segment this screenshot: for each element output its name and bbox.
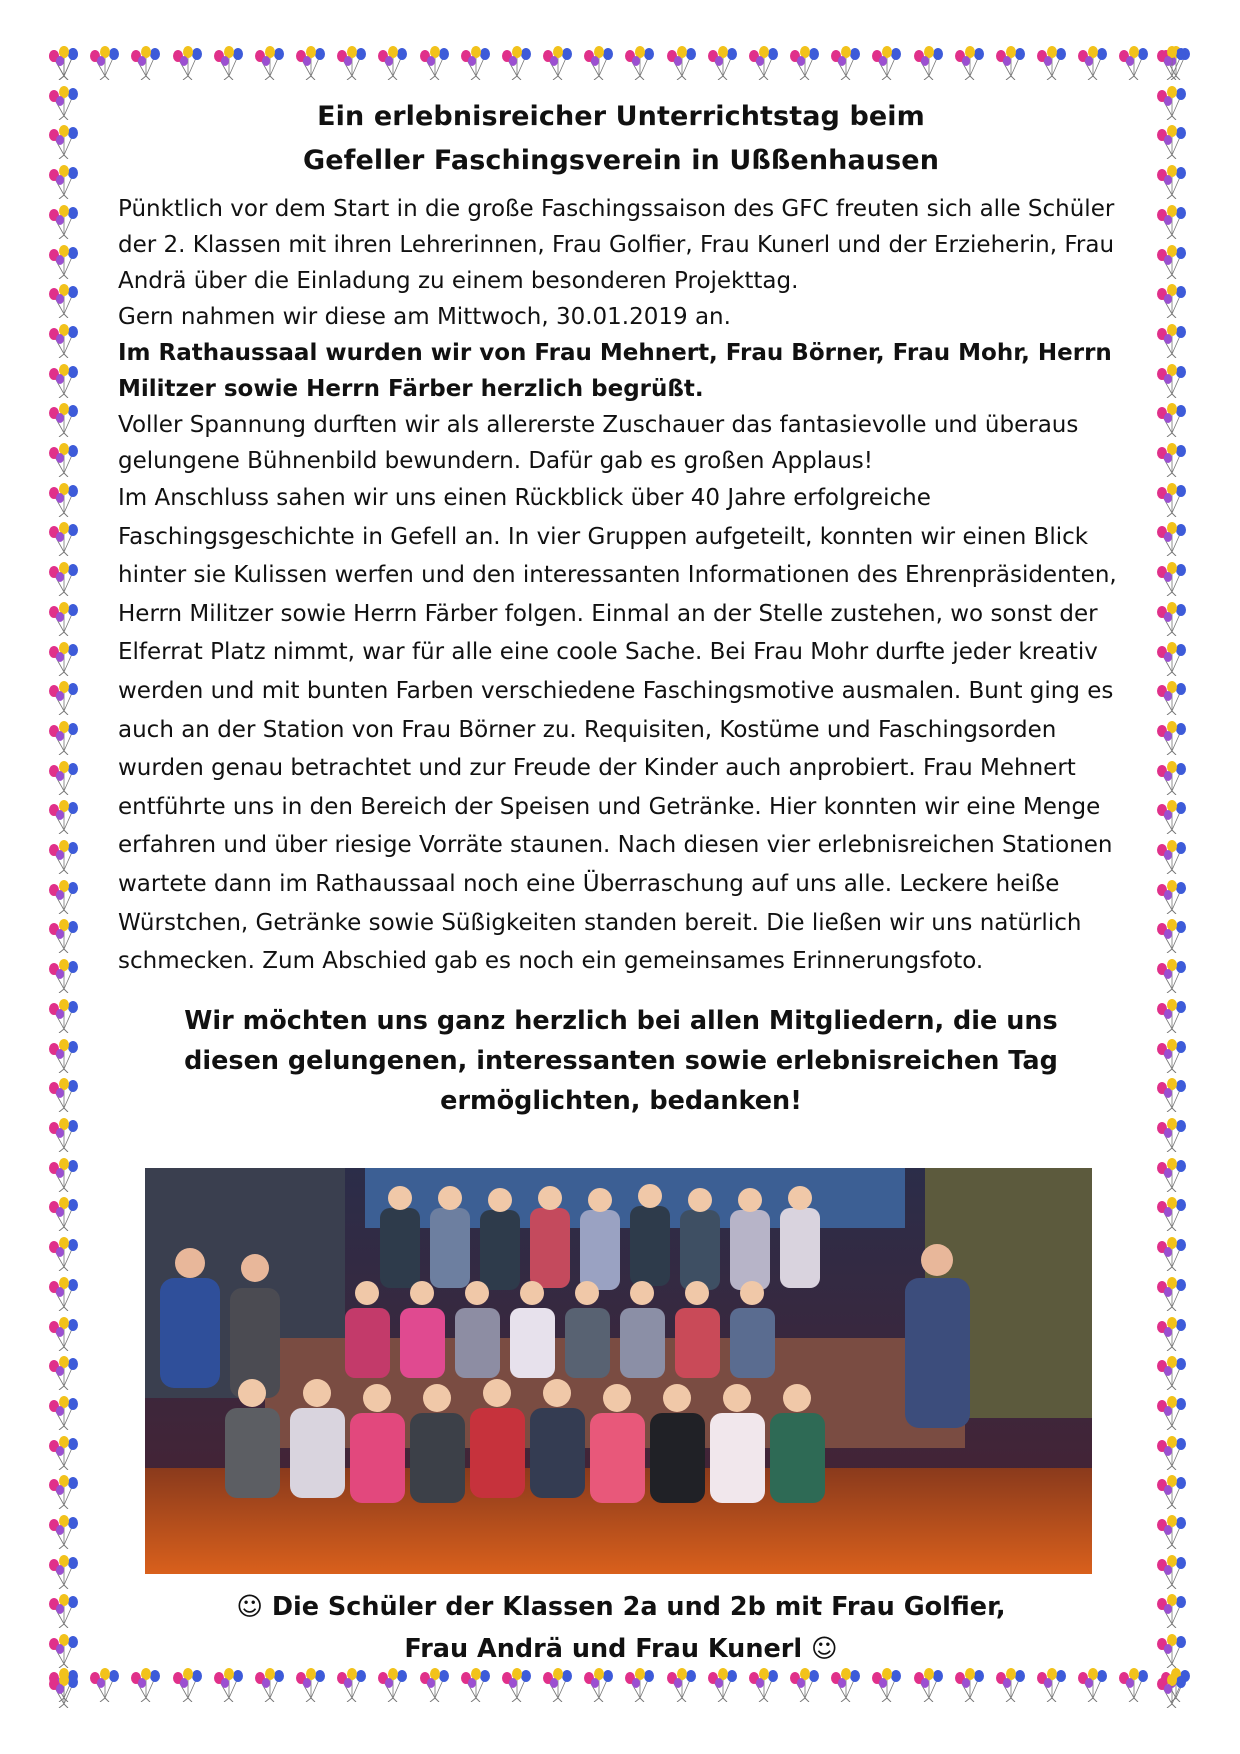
balloon-icon xyxy=(1154,1674,1190,1708)
article-title xyxy=(118,95,1124,183)
balloon-icon xyxy=(1154,205,1190,239)
balloon-icon xyxy=(46,522,82,556)
balloon-icon xyxy=(46,483,82,517)
balloon-icon xyxy=(87,46,123,80)
balloon-icon xyxy=(46,1197,82,1231)
balloon-border-top xyxy=(46,46,1194,86)
balloon-icon xyxy=(375,1668,411,1702)
balloon-icon xyxy=(46,364,82,398)
balloon-icon xyxy=(252,46,288,80)
balloon-icon xyxy=(46,800,82,834)
balloon-icon xyxy=(46,721,82,755)
balloon-icon xyxy=(46,681,82,715)
balloon-icon xyxy=(46,1634,82,1668)
balloon-icon xyxy=(46,1158,82,1192)
balloon-icon xyxy=(293,1668,329,1702)
balloon-icon xyxy=(993,1668,1029,1702)
balloon-icon xyxy=(46,1674,82,1708)
balloon-icon xyxy=(869,1668,905,1702)
balloon-icon xyxy=(1154,1356,1190,1390)
balloon-icon xyxy=(417,46,453,80)
balloon-icon xyxy=(499,1668,535,1702)
balloon-icon xyxy=(46,999,82,1033)
balloon-icon xyxy=(46,1555,82,1589)
balloon-icon xyxy=(705,1668,741,1702)
balloon-icon xyxy=(46,1118,82,1152)
balloon-icon xyxy=(1154,324,1190,358)
balloon-icon xyxy=(46,46,82,80)
balloon-icon xyxy=(1154,602,1190,636)
balloon-icon xyxy=(540,46,576,80)
balloon-icon xyxy=(128,46,164,80)
balloon-icon xyxy=(911,1668,947,1702)
balloon-icon xyxy=(1154,642,1190,676)
balloon-icon xyxy=(211,1668,247,1702)
article xyxy=(118,95,1124,1121)
balloon-icon xyxy=(46,1475,82,1509)
balloon-icon xyxy=(46,165,82,199)
greeting-paragraph: Im Rathaussaal wurden wir von Frau Mehnert, Frau Börner, Frau Mohr, Herrn Militzer sowie Herrn Färber herzlich begrüßt. xyxy=(118,340,1112,402)
caption-line-1: ☺ Die Schüler der Klassen 2a und 2b mit Frau Golfier, xyxy=(236,1592,1006,1622)
balloon-icon xyxy=(828,1668,864,1702)
balloon-icon xyxy=(540,1668,576,1702)
balloon-icon xyxy=(1154,1594,1190,1628)
balloon-icon xyxy=(46,602,82,636)
balloon-icon xyxy=(1154,1118,1190,1152)
balloon-icon xyxy=(952,46,988,80)
balloon-icon xyxy=(46,86,82,120)
balloon-icon xyxy=(170,1668,206,1702)
balloon-icon xyxy=(1154,403,1190,437)
balloon-icon xyxy=(1154,1436,1190,1470)
balloon-icon xyxy=(1154,1634,1190,1668)
caption-line-2: Frau Andrä und Frau Kunerl ☺ xyxy=(404,1634,838,1664)
balloon-icon xyxy=(46,205,82,239)
balloon-icon xyxy=(1116,1668,1152,1702)
balloon-icon xyxy=(46,324,82,358)
balloon-icon xyxy=(46,1277,82,1311)
balloon-icon xyxy=(1154,364,1190,398)
balloon-icon xyxy=(1154,1317,1190,1351)
balloon-icon xyxy=(1034,1668,1070,1702)
balloon-icon xyxy=(46,880,82,914)
balloon-icon xyxy=(1154,46,1190,80)
balloon-icon xyxy=(46,642,82,676)
balloon-icon xyxy=(1154,1078,1190,1112)
balloon-icon xyxy=(1154,721,1190,755)
balloon-icon xyxy=(1154,761,1190,795)
thanks-note: Wir möchten uns ganz herzlich bei allen Mitgliedern, die uns diesen gelungenen, interessanten sowie erlebnisreichen Tag ermöglichten, bedanken! xyxy=(184,1005,1058,1116)
balloon-icon xyxy=(46,1078,82,1112)
balloon-icon xyxy=(46,1594,82,1628)
balloon-icon xyxy=(1154,999,1190,1033)
balloon-icon xyxy=(46,1356,82,1390)
balloon-icon xyxy=(46,1515,82,1549)
balloon-icon xyxy=(1154,245,1190,279)
balloon-icon xyxy=(46,1237,82,1271)
balloon-icon xyxy=(128,1668,164,1702)
balloon-icon xyxy=(46,761,82,795)
balloon-icon xyxy=(46,403,82,437)
balloon-icon xyxy=(993,46,1029,80)
balloon-icon xyxy=(1154,1555,1190,1589)
balloon-icon xyxy=(1154,443,1190,477)
balloon-icon xyxy=(1154,165,1190,199)
article-body xyxy=(118,191,1124,981)
balloon-icon xyxy=(664,46,700,80)
balloon-icon xyxy=(1154,800,1190,834)
balloon-icon xyxy=(417,1668,453,1702)
balloon-icon xyxy=(375,46,411,80)
balloon-icon xyxy=(46,959,82,993)
balloon-icon xyxy=(46,1396,82,1430)
balloon-border-bottom xyxy=(46,1668,1194,1708)
balloon-icon xyxy=(1154,1475,1190,1509)
group-photo-illustration xyxy=(145,1168,1092,1574)
balloon-icon xyxy=(1154,681,1190,715)
balloon-icon xyxy=(46,919,82,953)
balloon-icon xyxy=(1154,959,1190,993)
main-paragraph: Im Anschluss sahen wir uns einen Rückblick über 40 Jahre erfolgreiche Faschingsgeschichte in Gefell an. In vier Gruppen aufgeteilt, konnten wir einen Blick hinter sie Kulissen werfen und den interessanten Informationen des Ehrenpräsidenten, Herrn Militzer sowie Herrn Färber folgen. Einmal an der Stelle zustehen, wo sonst der Elferrat Platz nimmt, war für alle eine coole Sache. Bei Frau Mohr durfte jeder kreativ werden und mit bunten Farben verschiedene Faschingsmotive ausmalen. Bunt ging es auch an der Station von Frau Börner zu. Requisiten, Kostüme und Faschingsorden wurden genau betrachtet und zur Freude der Kinder auch anprobiert. Frau Mehnert entführte uns in den Bereich der Speisen und Getränke. Hier konnten wir eine Menge erfahren und über riesige Vorräte staunen. Nach diesen vier erlebnisreichen Stationen wartete dann im Rathaussaal noch eine Überraschung auf uns alle. Leckere heiße Würstchen, Getränke sowie Süßigkeiten standen bereit. Die ließen wir uns natürlich schmecken. Zum Abschied gab es noch ein gemeinsames Erinnerungsfoto. xyxy=(118,485,1117,975)
balloon-icon xyxy=(334,1668,370,1702)
balloon-icon xyxy=(746,46,782,80)
balloon-icon xyxy=(1034,46,1070,80)
balloon-icon xyxy=(1154,562,1190,596)
balloon-icon xyxy=(622,46,658,80)
balloon-icon xyxy=(787,1668,823,1702)
balloon-icon xyxy=(746,1668,782,1702)
balloon-icon xyxy=(1154,125,1190,159)
balloon-icon xyxy=(1154,522,1190,556)
balloon-icon xyxy=(46,1317,82,1351)
balloon-icon xyxy=(1154,1158,1190,1192)
balloon-border-left xyxy=(46,46,86,1708)
balloon-icon xyxy=(1154,1237,1190,1271)
balloon-icon xyxy=(952,1668,988,1702)
balloon-icon xyxy=(1116,46,1152,80)
balloon-icon xyxy=(46,840,82,874)
date-line: Gern nahmen wir diese am Mittwoch, 30.01.2019 an. xyxy=(118,304,731,330)
balloon-icon xyxy=(705,46,741,80)
balloon-icon xyxy=(46,1039,82,1073)
balloon-icon xyxy=(828,46,864,80)
balloon-icon xyxy=(46,443,82,477)
balloon-icon xyxy=(1154,880,1190,914)
balloon-icon xyxy=(622,1668,658,1702)
balloon-icon xyxy=(46,284,82,318)
balloon-icon xyxy=(787,46,823,80)
balloon-icon xyxy=(581,1668,617,1702)
balloon-icon xyxy=(170,46,206,80)
balloon-icon xyxy=(458,46,494,80)
photo-caption xyxy=(118,1586,1124,1670)
balloon-icon xyxy=(1154,1515,1190,1549)
balloon-icon xyxy=(911,46,947,80)
balloon-icon xyxy=(499,46,535,80)
balloon-icon xyxy=(1154,284,1190,318)
stage-paragraph: Voller Spannung durften wir als allererste Zuschauer das fantasievolle und überaus gelungene Bühnenbild bewundern. Dafür gab es großen Applaus! xyxy=(118,412,1079,474)
balloon-icon xyxy=(46,562,82,596)
balloon-icon xyxy=(1075,1668,1111,1702)
balloon-icon xyxy=(46,125,82,159)
balloon-icon xyxy=(458,1668,494,1702)
balloon-icon xyxy=(46,1436,82,1470)
balloon-icon xyxy=(1075,46,1111,80)
balloon-icon xyxy=(211,46,247,80)
balloon-icon xyxy=(87,1668,123,1702)
balloon-icon xyxy=(1154,919,1190,953)
intro-paragraph: Pünktlich vor dem Start in die große Faschingssaison des GFC freuten sich alle Schüler der 2. Klassen mit ihren Lehrerinnen, Frau Golfier, Frau Kunerl und der Erzieherin, Frau Andrä über die Einladung zu einem besonderen Projekttag. xyxy=(118,196,1115,294)
group-photo xyxy=(145,1168,1092,1574)
balloon-icon xyxy=(252,1668,288,1702)
balloon-icon xyxy=(1154,1277,1190,1311)
balloon-icon xyxy=(1154,840,1190,874)
balloon-icon xyxy=(869,46,905,80)
balloon-icon xyxy=(1154,1197,1190,1231)
balloon-icon xyxy=(1154,1039,1190,1073)
balloon-border-right xyxy=(1154,46,1194,1708)
title-line-2: Gefeller Faschingsverein in Ußßenhausen xyxy=(302,145,940,176)
balloon-icon xyxy=(1154,483,1190,517)
balloon-icon xyxy=(46,245,82,279)
balloon-icon xyxy=(334,46,370,80)
balloon-icon xyxy=(293,46,329,80)
balloon-icon xyxy=(1154,1396,1190,1430)
balloon-icon xyxy=(664,1668,700,1702)
title-line-1: Ein erlebnisreicher Unterrichtstag beim xyxy=(317,101,925,132)
balloon-icon xyxy=(581,46,617,80)
balloon-icon xyxy=(1154,86,1190,120)
